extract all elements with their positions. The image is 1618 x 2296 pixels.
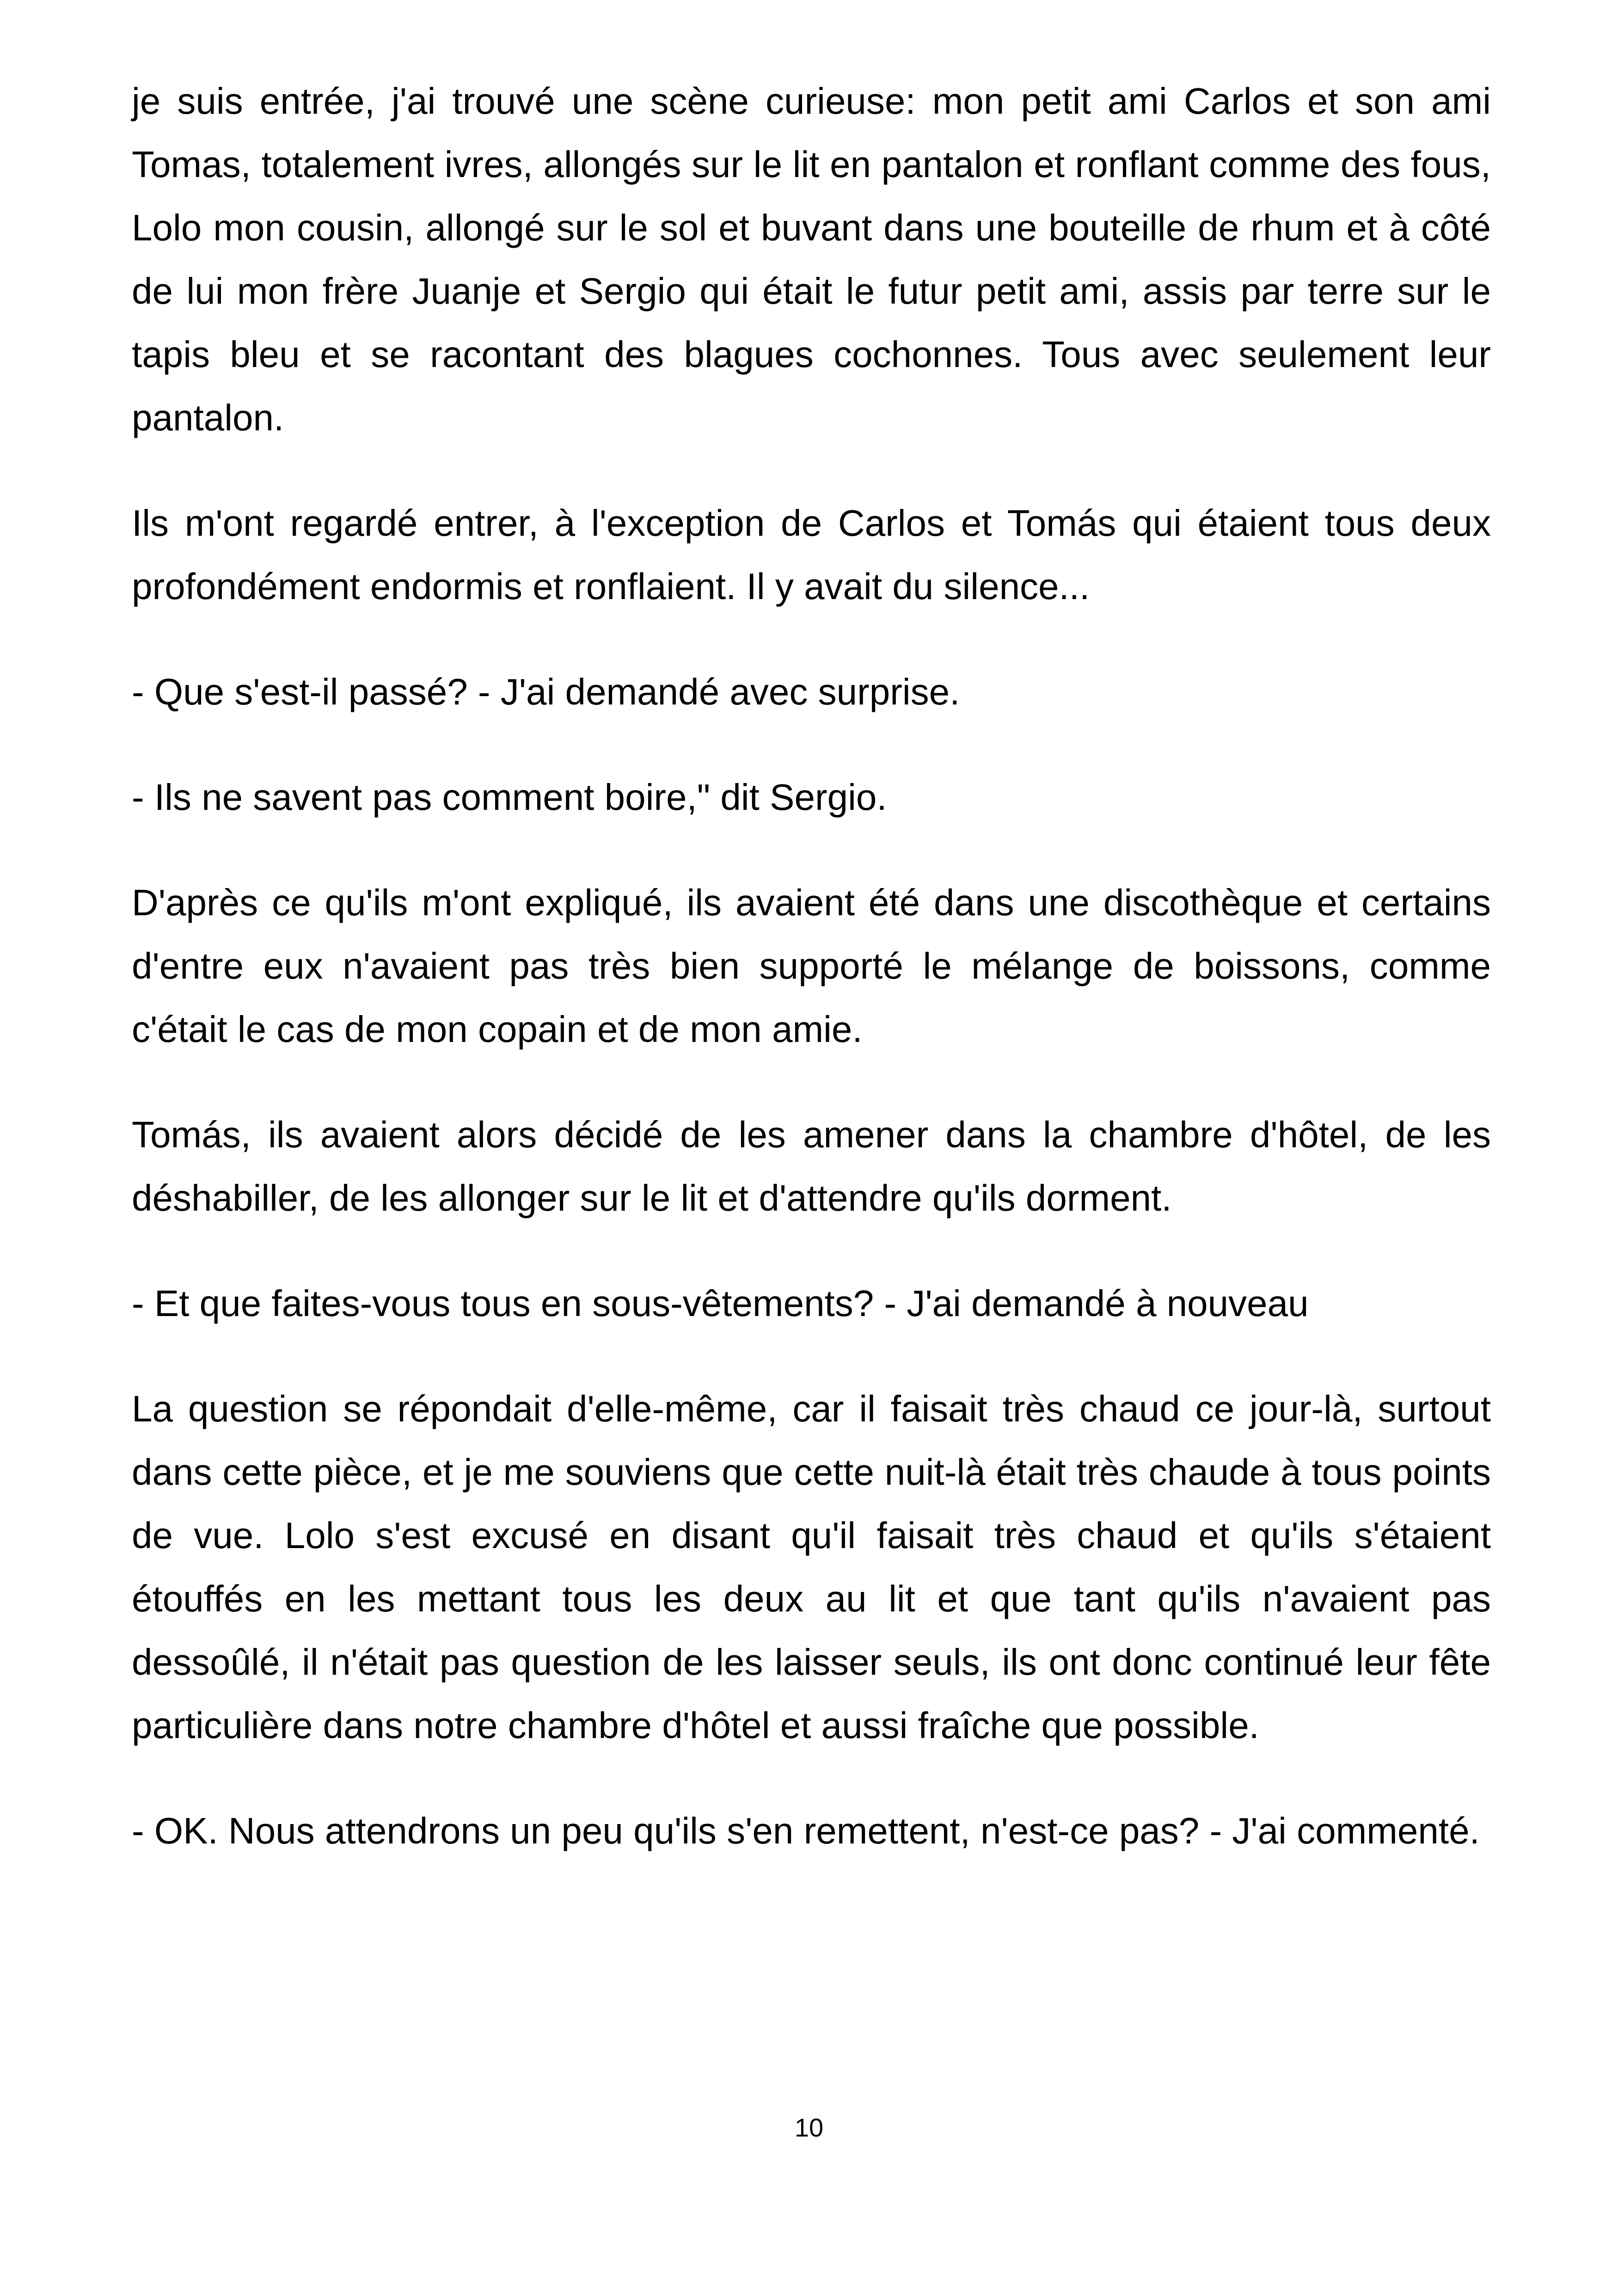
dialogue-line: - Que s'est-il passé? - J'ai demandé avec surprise. bbox=[132, 671, 960, 712]
dialogue-line: - Ils ne savent pas comment boire," dit Sergio. bbox=[132, 777, 887, 818]
page-number: 10 bbox=[794, 2113, 824, 2142]
dialogue-line: - OK. Nous attendrons un peu qu'ils s'en remettent, n'est-ce pas? - J'ai commenté. bbox=[132, 1810, 1480, 1851]
body-text bbox=[132, 69, 1491, 1862]
paragraph: Ils m'ont regardé entrer, à l'exception de Carlos et Tomás qui étaient tous deux profondément endormis et ronflaient. Il y avait du silence... bbox=[132, 502, 1491, 607]
dialogue-line: - Et que faites-vous tous en sous-vêtements? - J'ai demandé à nouveau bbox=[132, 1283, 1309, 1324]
paragraph: La question se répondait d'elle-même, car il faisait très chaud ce jour-là, surtout dans cette pièce, et je me souviens que cette nuit-là était très chaude à tous points de vue. Lolo s'est excusé en disant qu'il faisait très chaud et qu'ils s'étaient étouffés en les mettant tous les deux au lit et que tant qu'ils n'avaient pas dessoûlé, il n'était pas question de les laisser seuls, ils ont donc continué leur fête particulière dans notre chambre d'hôtel et aussi fraîche que possible. bbox=[132, 1388, 1491, 1746]
paragraph: je suis entrée, j'ai trouvé une scène curieuse: mon petit ami Carlos et son ami Tomas, totalement ivres, allongés sur le lit en pantalon et ronflant comme des fous, Lolo mon cousin, allongé sur le sol et buvant dans une bouteille de rhum et à côté de lui mon frère Juanje et Sergio qui était le futur petit ami, assis par terre sur le tapis bleu et se racontant des blagues cochonnes. Tous avec seulement leur pantalon. bbox=[132, 80, 1491, 438]
paragraph: Tomás, ils avaient alors décidé de les amener dans la chambre d'hôtel, de les déshabiller, de les allonger sur le lit et d'attendre qu'ils dorment. bbox=[132, 1114, 1491, 1218]
paragraph: D'après ce qu'ils m'ont expliqué, ils avaient été dans une discothèque et certains d'entre eux n'avaient pas très bien supporté le mélange de boissons, comme c'était le cas de mon copain et de mon amie. bbox=[132, 882, 1491, 1050]
